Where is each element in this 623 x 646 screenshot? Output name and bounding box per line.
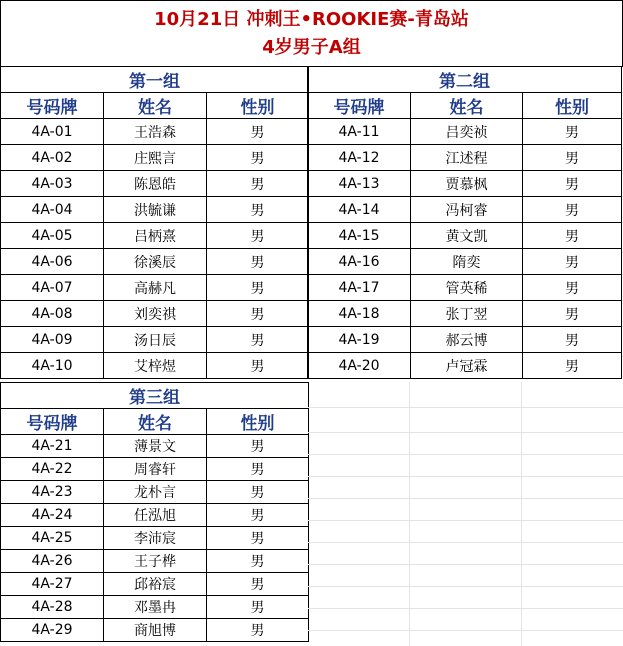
table-row bbox=[308, 197, 622, 223]
bib-number: 4A-05 bbox=[1, 223, 104, 249]
group-name: 第一组 bbox=[1, 67, 309, 93]
player-name: 邓墨冉 bbox=[104, 596, 207, 619]
player-gender: 男 bbox=[523, 119, 622, 145]
bib-number: 4A-11 bbox=[308, 119, 411, 145]
player-name: 庄熙言 bbox=[104, 145, 207, 171]
bib-number: 4A-28 bbox=[1, 596, 104, 619]
player-gender: 男 bbox=[207, 119, 309, 145]
group-name: 第三组 bbox=[1, 383, 309, 409]
group-2-table bbox=[307, 66, 622, 379]
table-row bbox=[1, 353, 309, 379]
table-row bbox=[1, 458, 309, 481]
bib-number: 4A-18 bbox=[308, 301, 411, 327]
column-header-row bbox=[1, 409, 309, 435]
player-name: 汤日辰 bbox=[104, 327, 207, 353]
bib-number: 4A-19 bbox=[308, 327, 411, 353]
player-name: 张丁翌 bbox=[411, 301, 523, 327]
number-header: 号码牌 bbox=[308, 93, 411, 119]
player-name: 卢冠霖 bbox=[411, 353, 523, 379]
group-name-row bbox=[1, 383, 309, 409]
table-row bbox=[1, 327, 309, 353]
gridline bbox=[308, 498, 623, 499]
bib-number: 4A-12 bbox=[308, 145, 411, 171]
bib-number: 4A-15 bbox=[308, 223, 411, 249]
table-row bbox=[1, 223, 309, 249]
table-row bbox=[1, 550, 309, 573]
player-name: 龙朴言 bbox=[104, 481, 207, 504]
player-name: 管英稀 bbox=[411, 275, 523, 301]
bib-number: 4A-29 bbox=[1, 619, 104, 642]
bib-number: 4A-02 bbox=[1, 145, 104, 171]
player-gender: 男 bbox=[207, 327, 309, 353]
bib-number: 4A-24 bbox=[1, 504, 104, 527]
player-gender: 男 bbox=[207, 481, 309, 504]
table-row bbox=[308, 119, 622, 145]
table-row bbox=[1, 275, 309, 301]
bib-number: 4A-01 bbox=[1, 119, 104, 145]
table-row bbox=[1, 145, 309, 171]
event-title: 10月21日 冲刺王•ROOKIE赛-青岛站 bbox=[154, 9, 469, 30]
bib-number: 4A-27 bbox=[1, 573, 104, 596]
table-row bbox=[1, 481, 309, 504]
player-name: 江述程 bbox=[411, 145, 523, 171]
gridline bbox=[521, 382, 522, 646]
bib-number: 4A-14 bbox=[308, 197, 411, 223]
bib-number: 4A-09 bbox=[1, 327, 104, 353]
gridline bbox=[308, 407, 623, 408]
group-name-row bbox=[1, 67, 309, 93]
player-name: 郝云博 bbox=[411, 327, 523, 353]
table-row bbox=[1, 573, 309, 596]
bib-number: 4A-22 bbox=[1, 458, 104, 481]
player-gender: 男 bbox=[207, 223, 309, 249]
player-gender: 男 bbox=[207, 527, 309, 550]
player-name: 洪毓谦 bbox=[104, 197, 207, 223]
empty-cell-grid bbox=[308, 382, 623, 646]
bib-number: 4A-16 bbox=[308, 249, 411, 275]
player-gender: 男 bbox=[523, 197, 622, 223]
gridline bbox=[308, 520, 623, 521]
gridline bbox=[308, 454, 623, 455]
gridline bbox=[308, 476, 623, 477]
player-gender: 男 bbox=[523, 353, 622, 379]
table-row bbox=[1, 249, 309, 275]
table-row bbox=[1, 171, 309, 197]
bib-number: 4A-20 bbox=[308, 353, 411, 379]
player-gender: 男 bbox=[207, 171, 309, 197]
name-header: 姓名 bbox=[411, 93, 523, 119]
player-name: 贾慕枫 bbox=[411, 171, 523, 197]
gridline bbox=[409, 382, 410, 646]
table-row bbox=[1, 119, 309, 145]
bib-number: 4A-10 bbox=[1, 353, 104, 379]
player-gender: 男 bbox=[523, 223, 622, 249]
player-name: 陈恩皓 bbox=[104, 171, 207, 197]
number-header: 号码牌 bbox=[1, 409, 104, 435]
gridline bbox=[308, 630, 623, 631]
table-row bbox=[1, 301, 309, 327]
player-gender: 男 bbox=[207, 458, 309, 481]
table-row bbox=[1, 197, 309, 223]
gender-header: 性别 bbox=[207, 93, 309, 119]
bib-number: 4A-23 bbox=[1, 481, 104, 504]
player-gender: 男 bbox=[207, 435, 309, 458]
gender-header: 性别 bbox=[523, 93, 622, 119]
bib-number: 4A-03 bbox=[1, 171, 104, 197]
table-row bbox=[308, 327, 622, 353]
player-name: 徐溪辰 bbox=[104, 249, 207, 275]
column-header-row bbox=[308, 93, 622, 119]
player-name: 邱裕宸 bbox=[104, 573, 207, 596]
player-gender: 男 bbox=[523, 145, 622, 171]
table-row bbox=[308, 353, 622, 379]
table-row bbox=[1, 504, 309, 527]
bib-number: 4A-17 bbox=[308, 275, 411, 301]
player-gender: 男 bbox=[207, 353, 309, 379]
player-gender: 男 bbox=[207, 504, 309, 527]
group-3-table bbox=[0, 382, 309, 642]
player-name: 吕柄熹 bbox=[104, 223, 207, 249]
player-gender: 男 bbox=[207, 550, 309, 573]
table-row bbox=[308, 145, 622, 171]
player-gender: 男 bbox=[207, 619, 309, 642]
player-name: 吕奕祯 bbox=[411, 119, 523, 145]
player-gender: 男 bbox=[207, 573, 309, 596]
bib-number: 4A-21 bbox=[1, 435, 104, 458]
player-name: 任泓旭 bbox=[104, 504, 207, 527]
player-gender: 男 bbox=[207, 145, 309, 171]
name-header: 姓名 bbox=[104, 93, 207, 119]
gridline bbox=[308, 542, 623, 543]
player-gender: 男 bbox=[523, 301, 622, 327]
player-gender: 男 bbox=[207, 197, 309, 223]
bib-number: 4A-13 bbox=[308, 171, 411, 197]
group-name: 第二组 bbox=[308, 67, 622, 93]
player-name: 冯柯睿 bbox=[411, 197, 523, 223]
bib-number: 4A-07 bbox=[1, 275, 104, 301]
player-name: 周睿轩 bbox=[104, 458, 207, 481]
player-name: 薄景文 bbox=[104, 435, 207, 458]
player-gender: 男 bbox=[523, 327, 622, 353]
group-1-table bbox=[0, 66, 309, 379]
player-name: 王子桦 bbox=[104, 550, 207, 573]
player-gender: 男 bbox=[207, 249, 309, 275]
table-row bbox=[308, 223, 622, 249]
bib-number: 4A-25 bbox=[1, 527, 104, 550]
player-gender: 男 bbox=[207, 275, 309, 301]
table-row bbox=[1, 527, 309, 550]
column-header-row bbox=[1, 93, 309, 119]
player-gender: 男 bbox=[523, 275, 622, 301]
bib-number: 4A-04 bbox=[1, 197, 104, 223]
table-row bbox=[1, 619, 309, 642]
group-name-row bbox=[308, 67, 622, 93]
table-row bbox=[308, 249, 622, 275]
bib-number: 4A-06 bbox=[1, 249, 104, 275]
bib-number: 4A-08 bbox=[1, 301, 104, 327]
player-gender: 男 bbox=[207, 301, 309, 327]
player-name: 商旭博 bbox=[104, 619, 207, 642]
table-row bbox=[1, 435, 309, 458]
player-gender: 男 bbox=[207, 596, 309, 619]
player-name: 艾梓煜 bbox=[104, 353, 207, 379]
table-row bbox=[308, 301, 622, 327]
gridline bbox=[308, 608, 623, 609]
player-name: 李沛宸 bbox=[104, 527, 207, 550]
player-name: 高赫凡 bbox=[104, 275, 207, 301]
player-gender: 男 bbox=[523, 249, 622, 275]
table-row bbox=[1, 596, 309, 619]
gender-header: 性别 bbox=[207, 409, 309, 435]
gridline bbox=[308, 564, 623, 565]
table-row bbox=[308, 275, 622, 301]
category-title: 4岁男子A组 bbox=[262, 37, 361, 58]
gridline bbox=[308, 586, 623, 587]
player-gender: 男 bbox=[523, 171, 622, 197]
player-name: 刘奕祺 bbox=[104, 301, 207, 327]
number-header: 号码牌 bbox=[1, 93, 104, 119]
player-name: 王浩森 bbox=[104, 119, 207, 145]
player-name: 隋奕 bbox=[411, 249, 523, 275]
bib-number: 4A-26 bbox=[1, 550, 104, 573]
player-name: 黄文凯 bbox=[411, 223, 523, 249]
title-block bbox=[0, 0, 623, 67]
gridline bbox=[308, 432, 623, 433]
table-row bbox=[308, 171, 622, 197]
name-header: 姓名 bbox=[104, 409, 207, 435]
